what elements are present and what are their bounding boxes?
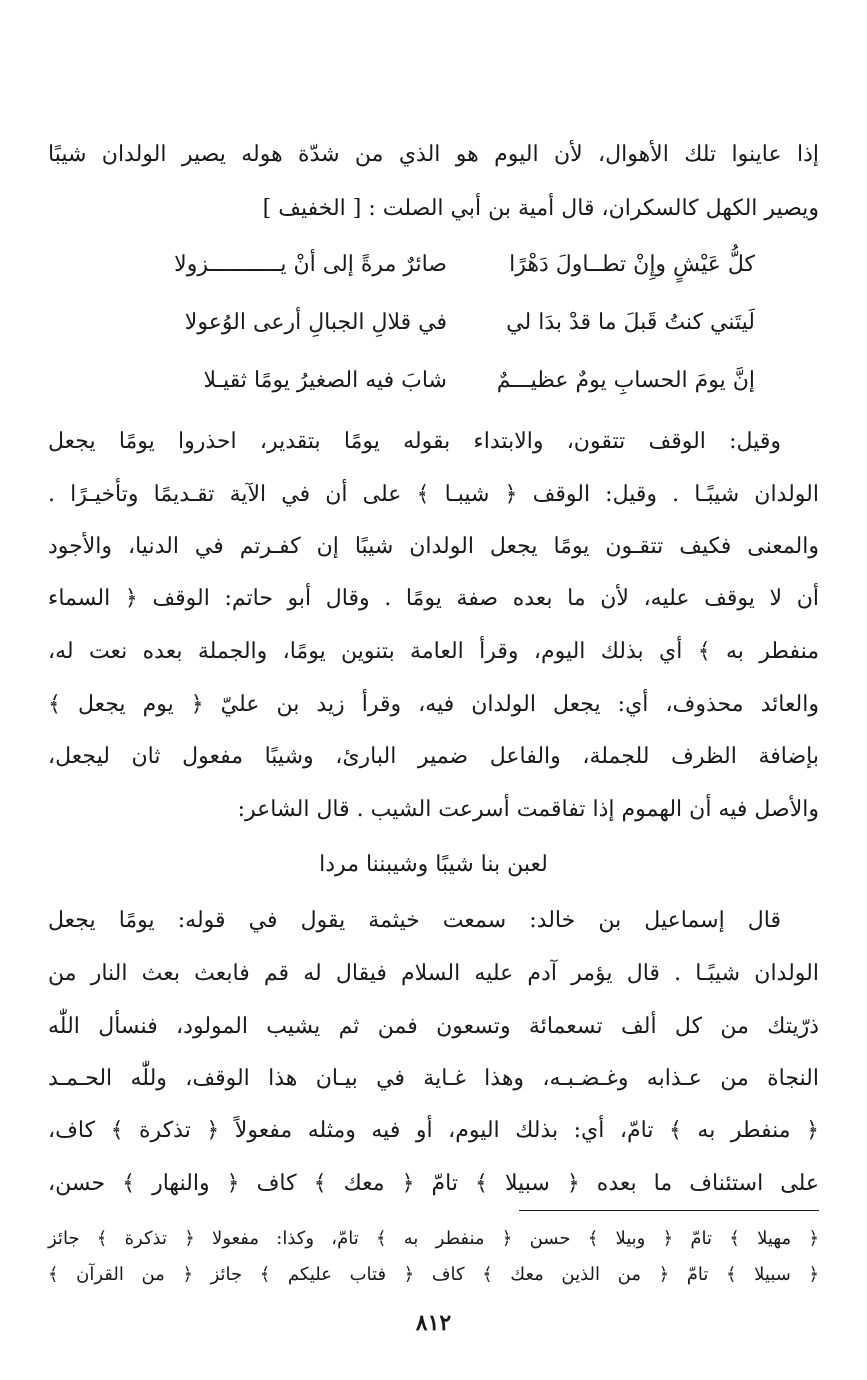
text-line: منفطر به ﴾ أي بذلك اليوم، وقرأ العامة بتنوين يومًا، والجملة بعده نعت له، xyxy=(48,639,819,664)
text-line: على استئناف ما بعده ﴿ سبيلا ﴾ تامّ ﴿ معك ﴾ كاف ﴿ والنهار ﴾ حسن، xyxy=(48,1171,819,1196)
text-line: والمعنى فكيف تتقـون يومًا يجعل الولدان شيبًا إن كفـرتم في الدنيا، والأجود xyxy=(48,534,819,559)
text-line: الولدان شيبًـا . قال يؤمر آدم عليه السلام فيقال له قم فابعث بعث النار من xyxy=(48,961,819,986)
text-line: بإضافة الظرف للجملة، والفاعل ضمير البارئ، وشيبًا مفعول ثان ليجعل، xyxy=(48,744,819,769)
text-line: ﴿ منفطر به ﴾ تامّ، أي: بذلك اليوم، أو فيه ومثله مفعولاً ﴿ تذكرة ﴾ كاف، xyxy=(48,1118,819,1143)
footnote-line: ﴿ سبيلا ﴾ تامّ ﴿ من الذين معك ﴾ كاف ﴿ فتاب عليكم ﴾ جائز ﴿ من القرآن ﴾ xyxy=(48,1264,819,1285)
text-line: والأصل فيه أن الهموم إذا تفاقمت أسرعت الشيب . قال الشاعر: xyxy=(237,797,819,822)
text-line: النجاة من عـذابه وغـضـبـه، وهذا غـاية في بيـان هذا الوقف، وللّٰه الحـمـد xyxy=(48,1066,819,1091)
verse-hemistich-left: صائرٌ مرةً إلى أنْ يـــــــــــزولا xyxy=(174,252,447,277)
poem-line: لعبن بنا شيبًا وشيبننا مردا xyxy=(319,852,548,877)
verse-hemistich-right: لَيتَني كنتُ قَبلَ ما قدْ بدَا لي xyxy=(506,310,755,335)
footnote-line: ﴿ مهيلا ﴾ تامّ ﴿ وبيلا ﴾ حسن ﴿ منفطر به ﴾ تامّ، وكذا: مفعولا ﴿ تذكرة ﴾ جائز xyxy=(48,1228,819,1249)
text-line: الولدان شيبًـا . وقيل: الوقف ﴿ شيبـا ﴾ على أن في الآية تقـديمًا وتأخيـرًا . xyxy=(48,482,819,507)
page-number: ٨١٢ xyxy=(415,1310,452,1336)
text-line: ويصير الكهل كالسكران، قال أمية بن أبي الصلت : [ الخفيف ] xyxy=(262,196,819,221)
verse-hemistich-right: كلُّ عَيْشٍ وإِنْ تطــاولَ دَهْرًا xyxy=(509,252,755,277)
footnote-separator xyxy=(519,1210,819,1211)
verse-hemistich-left: شابَ فيه الصغيرُ يومًا ثقيـلا xyxy=(203,368,447,393)
text-line: إذا عاينوا تلك الأهوال، لأن اليوم هو الذي من شدّة هوله يصير الولدان شيبًا xyxy=(48,142,820,167)
verse-hemistich-right: إنَّ يومَ الحسابِ يومٌ عظيـــمٌ xyxy=(496,368,755,393)
text-line: والعائد محذوف، أي: يجعل الولدان فيه، وقرأ زيد بن عليّ ﴿ يوم يجعل ﴾ xyxy=(48,692,819,717)
text-line: ذرّيتك من كل ألف تسعمائة وتسعون فمن ثم يشيب المولود، فنسأل اللّٰه xyxy=(48,1014,819,1039)
text-line: وقيل: الوقف تتقون، والابتداء بقوله يومًا بتقدير، احذروا يومًا يجعل xyxy=(48,429,781,454)
verse-hemistich-left: في قلالِ الجبالِ أرعى الوُعولا xyxy=(184,310,447,335)
text-line: قال إسماعيل بن خالد: سمعت خيثمة يقول في قوله: يومًا يجعل xyxy=(48,908,781,933)
text-line: أن لا يوقف عليه، لأن ما بعده صفة يومًا . وقال أبو حاتم: الوقف ﴿ السماء xyxy=(48,586,819,611)
